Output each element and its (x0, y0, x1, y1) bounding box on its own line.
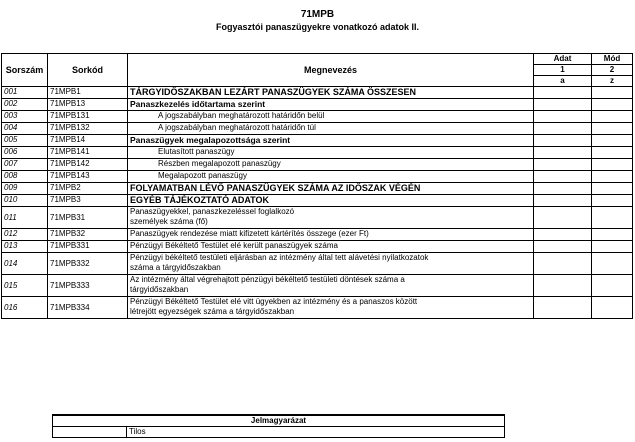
row-sorkod: 71MPB32 (48, 229, 128, 241)
row-megnevezes (128, 207, 534, 229)
table-row (2, 275, 633, 297)
legend-title: Jelmagyarázat (53, 415, 505, 427)
row-megnevezes (128, 297, 534, 319)
row-mod-cell[interactable] (592, 135, 633, 147)
row-megnevezes-line2: tárgyidőszakban (130, 285, 189, 294)
table-row (2, 241, 633, 253)
row-mod-cell[interactable] (592, 195, 633, 207)
row-adat-cell[interactable] (534, 253, 592, 275)
row-megnevezes-line2: létrejött egyezségek száma a tárgyidőszakban (130, 307, 295, 316)
table-row (2, 171, 633, 183)
row-megnevezes: EGYÉB TÁJÉKOZTATÓ ADATOK (128, 195, 534, 207)
row-megnevezes-line1: Az intézmény által végrehajtott pénzügyi békéltető testületi döntések száma a (130, 275, 405, 284)
row-adat-cell[interactable] (534, 87, 592, 99)
row-mod-cell[interactable] (592, 253, 633, 275)
header-adat-num: 1 (534, 65, 592, 76)
row-sorszam: 009 (2, 183, 48, 195)
row-adat-cell[interactable] (534, 123, 592, 135)
row-adat-cell[interactable] (534, 297, 592, 319)
row-sorszam: 014 (2, 253, 48, 275)
row-sorkod: 71MPB331 (48, 241, 128, 253)
row-adat-cell[interactable] (534, 135, 592, 147)
table-row (2, 195, 633, 207)
row-megnevezes: FOLYAMATBAN LÉVŐ PANASZÜGYEK SZÁMA AZ IDŐSZAK VÉGÉN (128, 183, 534, 195)
row-adat-cell[interactable] (534, 159, 592, 171)
row-sorszam: 015 (2, 275, 48, 297)
header-mod: Mód (592, 54, 633, 65)
row-megnevezes: Elutasított panaszügy (128, 147, 534, 159)
table-row (2, 111, 633, 123)
legend-table (52, 414, 505, 438)
row-sorkod: 71MPB131 (48, 111, 128, 123)
row-mod-cell[interactable] (592, 147, 633, 159)
row-megnevezes: Megalapozott panaszügy (128, 171, 534, 183)
row-sorszam: 013 (2, 241, 48, 253)
row-sorkod: 71MPB143 (48, 171, 128, 183)
row-sorszam: 012 (2, 229, 48, 241)
row-megnevezes: Panaszkezelés időtartama szerint (128, 99, 534, 111)
row-mod-cell[interactable] (592, 297, 633, 319)
row-sorkod: 71MPB2 (48, 183, 128, 195)
row-adat-cell[interactable] (534, 195, 592, 207)
row-sorszam: 005 (2, 135, 48, 147)
row-mod-cell[interactable] (592, 159, 633, 171)
row-megnevezes: TÁRGYIDŐSZAKBAN LEZÁRT PANASZÜGYEK SZÁMA ÖSSZESEN (128, 87, 534, 99)
row-mod-cell[interactable] (592, 99, 633, 111)
row-sorszam: 016 (2, 297, 48, 319)
row-adat-cell[interactable] (534, 183, 592, 195)
row-sorkod: 71MPB1 (48, 87, 128, 99)
legend-item-label: Tilos (127, 427, 505, 438)
row-megnevezes: Részben megalapozott panaszügy (128, 159, 534, 171)
table-row (2, 253, 633, 275)
header-adat: Adat (534, 54, 592, 65)
row-adat-cell[interactable] (534, 207, 592, 229)
table-row (2, 147, 633, 159)
header-sorkod: Sorkód (48, 54, 128, 87)
table-row (2, 135, 633, 147)
row-sorszam: 007 (2, 159, 48, 171)
row-sorkod: 71MPB142 (48, 159, 128, 171)
row-adat-cell[interactable] (534, 229, 592, 241)
row-mod-cell[interactable] (592, 207, 633, 229)
row-mod-cell[interactable] (592, 171, 633, 183)
table-row (2, 123, 633, 135)
row-mod-cell[interactable] (592, 241, 633, 253)
data-table (1, 53, 633, 319)
row-sorkod: 71MPB132 (48, 123, 128, 135)
legend-swatch (53, 427, 127, 438)
row-adat-cell[interactable] (534, 147, 592, 159)
row-megnevezes: Panaszügyek rendezése miatt kifizetett kártérítés összege (ezer Ft) (128, 229, 534, 241)
row-mod-cell[interactable] (592, 123, 633, 135)
row-megnevezes-line1: Pénzügyi békéltető testületi eljárásban az intézmény által tett alávetési nyilatkozatok (130, 253, 429, 262)
row-sorszam: 011 (2, 207, 48, 229)
row-sorkod: 71MPB13 (48, 99, 128, 111)
row-sorszam: 008 (2, 171, 48, 183)
table-row (2, 99, 633, 111)
row-megnevezes-line1: Pénzügyi Békéltető Testület elé vitt ügyekben az intézmény és a panaszos között (130, 297, 418, 306)
header-mod-num: 2 (592, 65, 633, 76)
row-sorkod: 71MPB334 (48, 297, 128, 319)
row-megnevezes: Panaszügyek megalapozottsága szerint (128, 135, 534, 147)
row-adat-cell[interactable] (534, 111, 592, 123)
row-sorszam: 004 (2, 123, 48, 135)
row-sorszam: 001 (2, 87, 48, 99)
row-sorszam: 002 (2, 99, 48, 111)
table-row (2, 207, 633, 229)
table-row (2, 159, 633, 171)
row-sorkod: 71MPB14 (48, 135, 128, 147)
row-megnevezes: A jogszabályban meghatározott határidőn belül (128, 111, 534, 123)
table-row (2, 87, 633, 99)
row-megnevezes (128, 253, 534, 275)
report-title: Fogyasztói panaszügyekre vonatkozó adatok II. (215, 22, 420, 32)
row-adat-cell[interactable] (534, 99, 592, 111)
header-megnevezes: Megnevezés (128, 54, 534, 87)
table-row (2, 297, 633, 319)
report-code: 71MPB (300, 9, 335, 20)
row-mod-cell[interactable] (592, 111, 633, 123)
row-megnevezes (128, 275, 534, 297)
row-mod-cell[interactable] (592, 275, 633, 297)
row-sorkod: 71MPB332 (48, 253, 128, 275)
table-row (2, 183, 633, 195)
table-row (2, 229, 633, 241)
header-sorszam: Sorszám (2, 54, 48, 87)
row-mod-cell[interactable] (592, 183, 633, 195)
row-sorszam: 003 (2, 111, 48, 123)
row-megnevezes: Pénzügyi Békéltető Testület elé került panaszügyek száma (128, 241, 534, 253)
row-sorkod: 71MPB31 (48, 207, 128, 229)
row-mod-cell[interactable] (592, 229, 633, 241)
header-adat-letter: a (534, 76, 592, 87)
header-mod-letter: z (592, 76, 633, 87)
row-megnevezes-line2: személyek száma (fő) (130, 217, 208, 226)
row-mod-cell[interactable] (592, 87, 633, 99)
row-adat-cell[interactable] (534, 275, 592, 297)
row-sorkod: 71MPB333 (48, 275, 128, 297)
row-megnevezes: A jogszabályban meghatározott határidőn túl (128, 123, 534, 135)
row-megnevezes-line2: száma a tárgyidőszakban (130, 263, 221, 272)
row-megnevezes-line1: Panaszügyekkel, panaszkezeléssel foglalkozó (130, 207, 295, 216)
row-sorkod: 71MPB3 (48, 195, 128, 207)
row-adat-cell[interactable] (534, 171, 592, 183)
row-sorszam: 010 (2, 195, 48, 207)
row-sorkod: 71MPB141 (48, 147, 128, 159)
row-adat-cell[interactable] (534, 241, 592, 253)
row-sorszam: 006 (2, 147, 48, 159)
